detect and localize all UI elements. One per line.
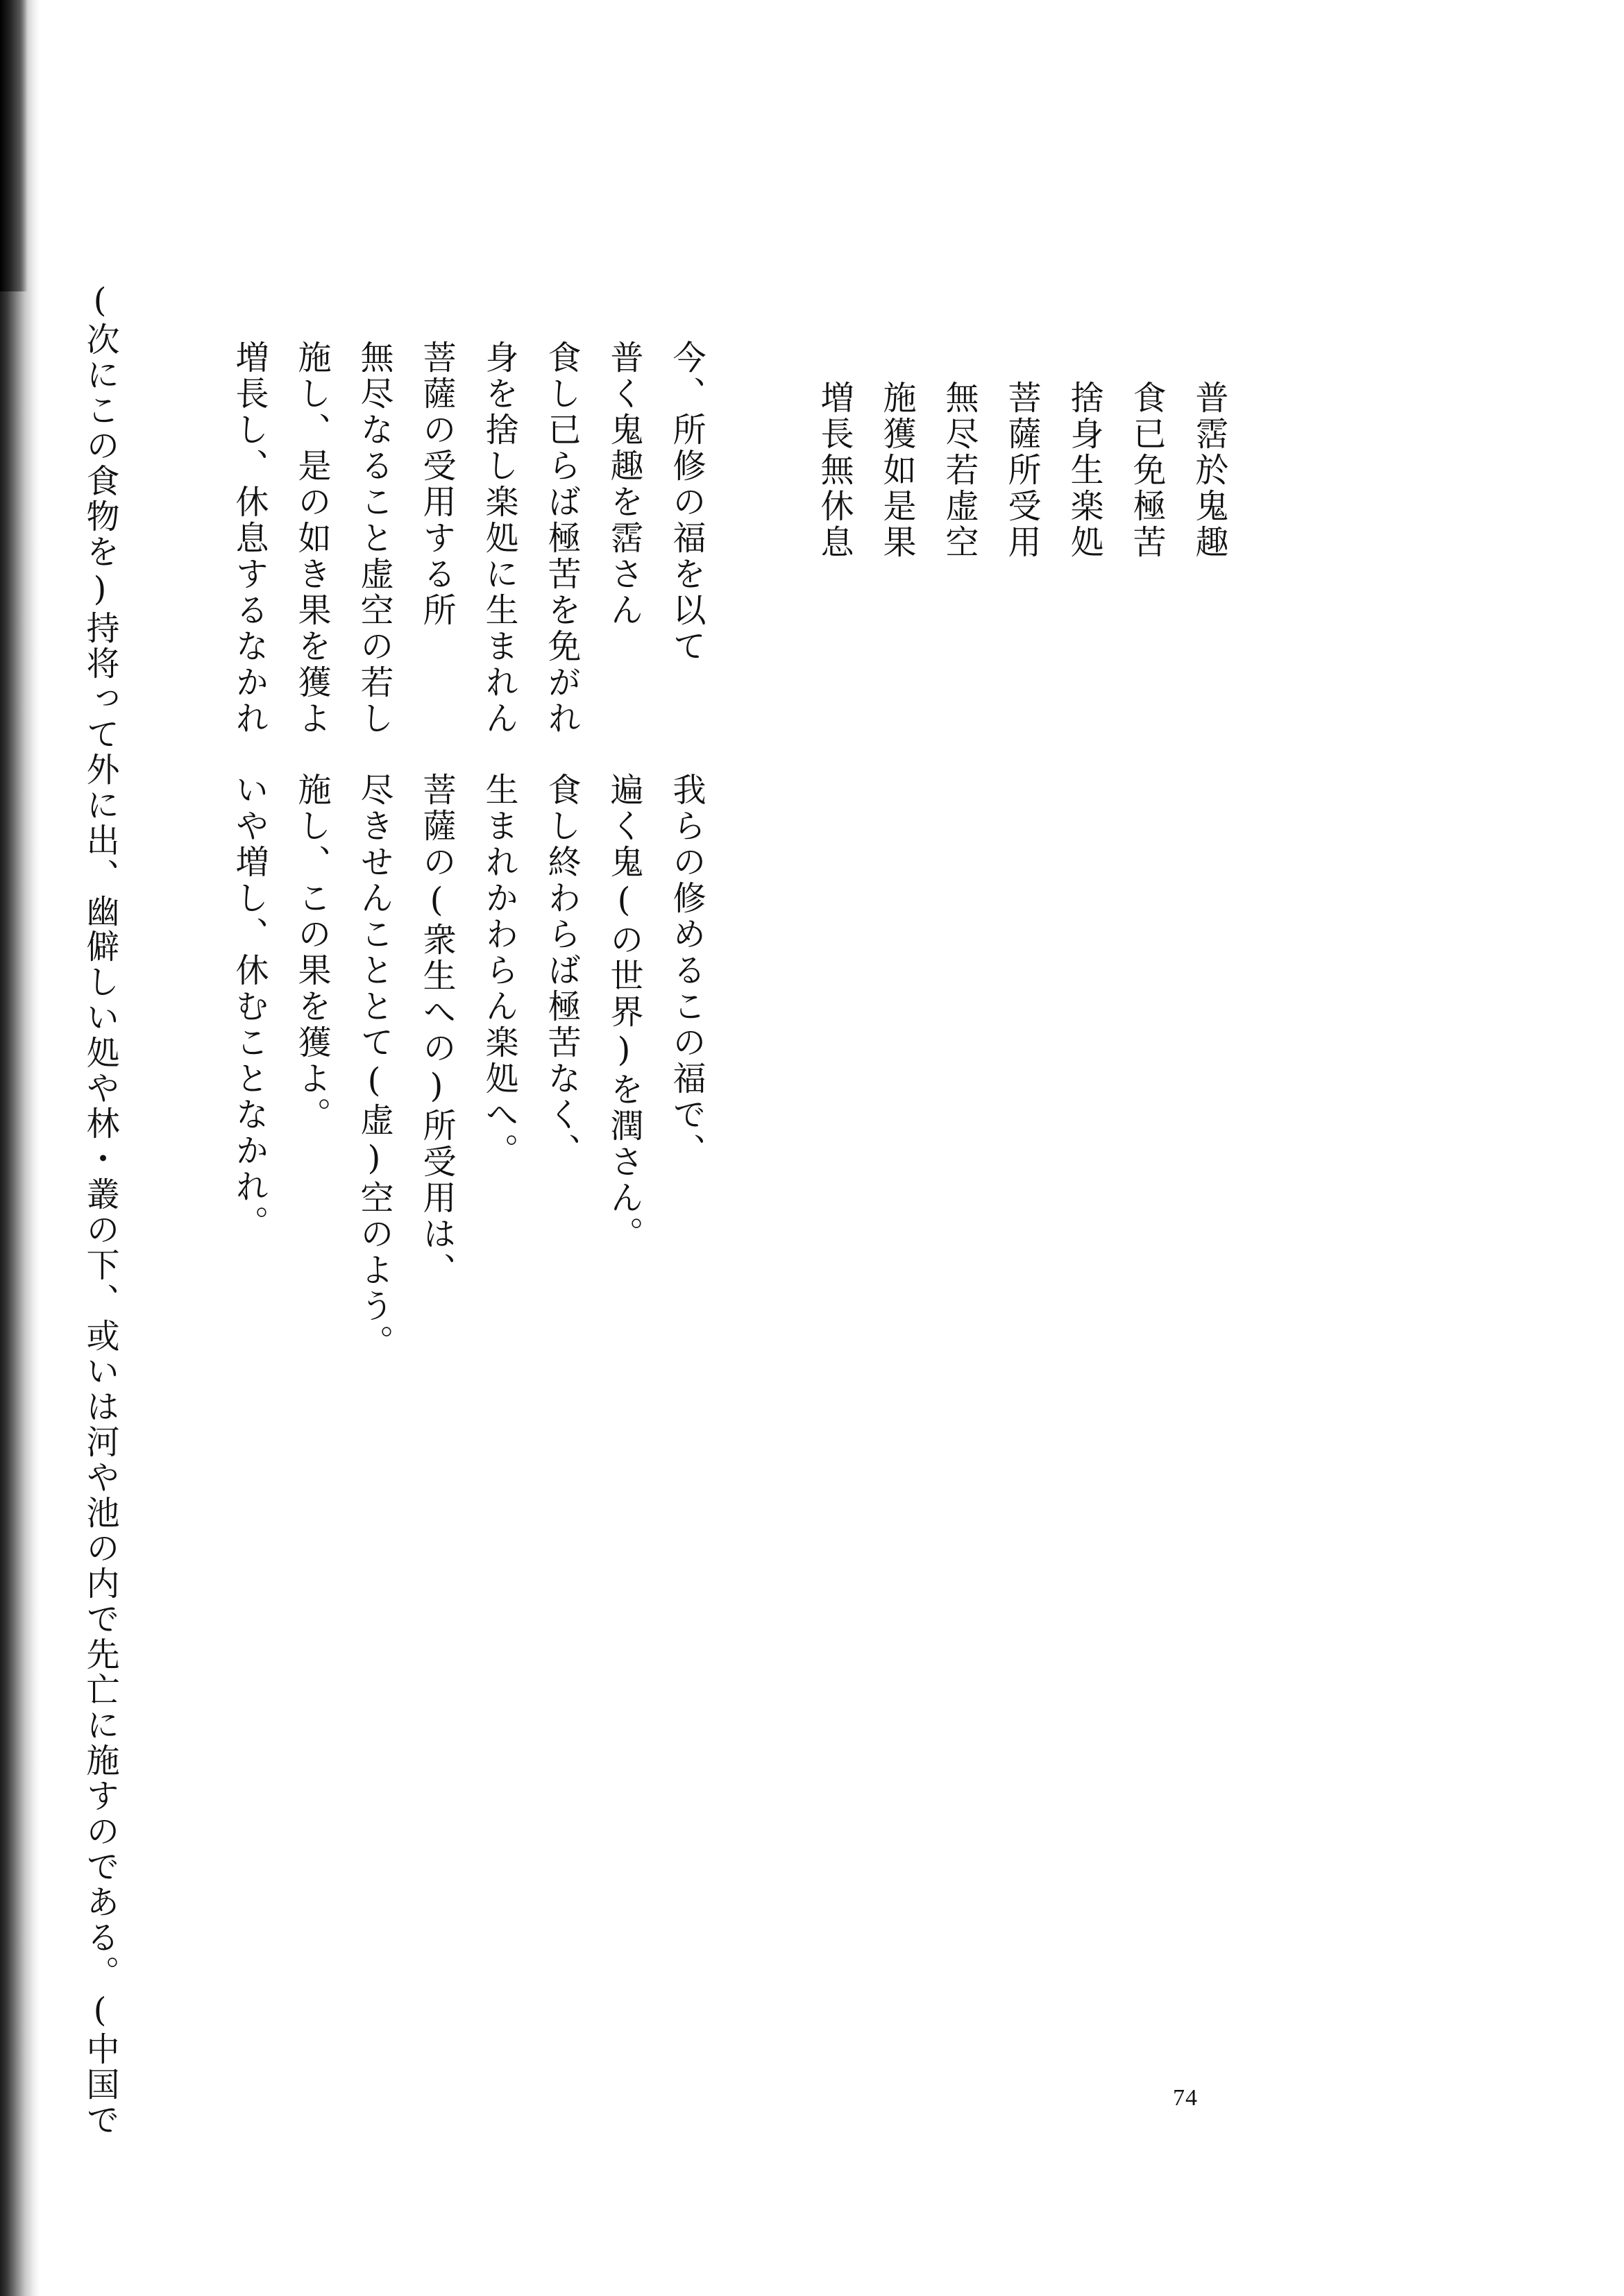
translation-line: いや増し、休むことなかれ。 [230,772,269,1241]
kanbun-line: 無尽若虚空 [940,380,979,561]
kanbun-line: 菩薩所受用 [1002,380,1041,561]
kanbun-line: 施獲如是果 [877,380,916,561]
kundoku-line: 食し已らば極苦を免がれ [542,340,581,737]
translation-line: 尽きせんこととて(虚)空のよう。 [355,772,394,1361]
translation-line: 菩薩の(衆生への)所受用は、 [417,772,456,1289]
prose-line: (次にこの食物を)持将って外に出、幽僻しい処や林・叢の下、或いは河や池の内で先亡に施すのである。(中国で [81,281,119,2138]
kundoku-line: 菩薩の受用する所 [417,340,456,629]
kanbun-line: 食已免極苦 [1127,380,1166,561]
kanbun-line: 捨身生楽処 [1065,380,1103,561]
scan-edge-shadow-top [0,0,28,291]
kundoku-line: 普く鬼趣を霑さん [604,340,643,629]
translation-line: 施し、この果を獲よ。 [292,772,331,1133]
translation-line: 生まれかわらん楽処へ。 [480,772,518,1169]
scan-edge-shadow [0,0,40,2296]
kundoku-line: 増長し、休息するなかれ [230,340,269,737]
kundoku-line: 身を捨し楽処に生まれん [480,340,518,737]
kanbun-line: 増長無休息 [815,380,854,561]
kanbun-line: 普霑於鬼趣 [1190,380,1228,561]
translation-line: 食し終わらば極苦なく、 [542,772,581,1169]
kundoku-line: 今、所修の福を以て [667,340,706,665]
page-number: 74 [1173,2085,1198,2111]
kundoku-line: 無尽なること虚空の若し [355,340,394,737]
translation-line: 遍く鬼(の世界)を潤さん。 [604,772,643,1252]
kundoku-line: 施し、是の如き果を獲よ [292,340,331,737]
translation-line: 我らの修めるこの福で、 [667,772,706,1169]
